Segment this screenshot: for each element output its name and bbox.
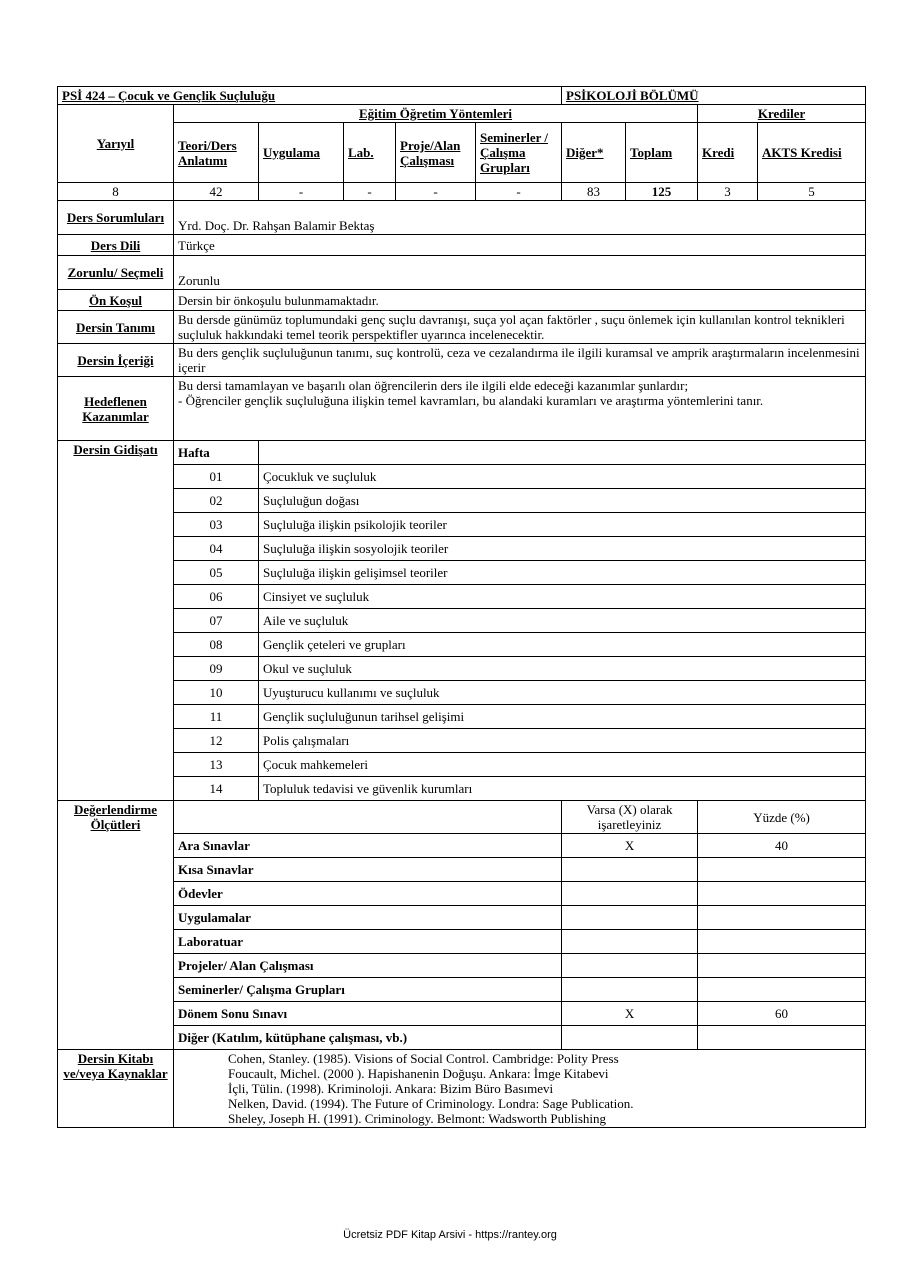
references-row bbox=[58, 1050, 866, 1128]
info-row-language bbox=[58, 235, 866, 256]
week-row bbox=[58, 657, 866, 681]
evaluation-row bbox=[58, 882, 866, 906]
col-project: Proje/Alan Çalışması bbox=[396, 123, 476, 183]
week-number: 10 bbox=[174, 681, 259, 705]
week-number: 13 bbox=[174, 753, 259, 777]
value-total: 125 bbox=[626, 183, 698, 201]
value-seminars: - bbox=[476, 183, 562, 201]
week-row bbox=[58, 585, 866, 609]
col-credit: Kredi bbox=[698, 123, 758, 183]
week-row bbox=[58, 489, 866, 513]
col-theory: Teori/Ders Anlatımı bbox=[174, 123, 259, 183]
methods-group-label: Eğitim Öğretim Yöntemleri bbox=[174, 105, 698, 123]
evaluation-item-mark bbox=[562, 978, 698, 1002]
evaluation-row bbox=[58, 930, 866, 954]
week-topic: Suçluluğa ilişkin sosyolojik teoriler bbox=[259, 537, 866, 561]
week-topic: Suçluluğun doğası bbox=[259, 489, 866, 513]
evaluation-row bbox=[58, 978, 866, 1002]
evaluation-item-name: Projeler/ Alan Çalışması bbox=[174, 954, 562, 978]
reference-item: İçli, Tülin. (1998). Kriminoloji. Ankara: Bizim Büro Basımevi bbox=[228, 1081, 554, 1096]
value-semester: 8 bbox=[58, 183, 174, 201]
evaluation-item-name: Laboratuar bbox=[174, 930, 562, 954]
schedule-header-row bbox=[58, 441, 866, 465]
col-lab: Lab. bbox=[344, 123, 396, 183]
evaluation-item-mark bbox=[562, 930, 698, 954]
evaluation-item-percent: 40 bbox=[698, 834, 866, 858]
references-label: Dersin Kitabı ve/veya Kaynaklar bbox=[58, 1050, 174, 1128]
info-row-outcomes bbox=[58, 377, 866, 441]
evaluation-row bbox=[58, 954, 866, 978]
col-other: Diğer* bbox=[562, 123, 626, 183]
info-value: Yrd. Doç. Dr. Rahşan Balamir Bektaş bbox=[174, 201, 866, 235]
info-label: Ön Koşul bbox=[58, 290, 174, 311]
page-footer: Ücretsiz PDF Kitap Arsivi - https://rantey.org bbox=[343, 1229, 557, 1241]
week-number: 04 bbox=[174, 537, 259, 561]
mark-header: Varsa (X) olarak işaretleyiniz bbox=[562, 801, 698, 834]
schedule-label: Dersin Gidişatı bbox=[58, 441, 174, 801]
evaluation-item-name: Uygulamalar bbox=[174, 906, 562, 930]
methods-values-row bbox=[58, 183, 866, 201]
week-number: 01 bbox=[174, 465, 259, 489]
info-label: Dersin Tanımı bbox=[58, 311, 174, 344]
evaluation-item-mark bbox=[562, 1026, 698, 1050]
week-row bbox=[58, 777, 866, 801]
week-row bbox=[58, 681, 866, 705]
week-number: 06 bbox=[174, 585, 259, 609]
week-row bbox=[58, 633, 866, 657]
info-row-prerequisite bbox=[58, 290, 866, 311]
value-other: 83 bbox=[562, 183, 626, 201]
week-topic: Cinsiyet ve suçluluk bbox=[259, 585, 866, 609]
references-list bbox=[174, 1050, 866, 1128]
info-value: Türkçe bbox=[174, 235, 866, 256]
week-row bbox=[58, 513, 866, 537]
methods-group-row bbox=[58, 105, 866, 123]
evaluation-item-name: Kısa Sınavlar bbox=[174, 858, 562, 882]
evaluation-item-name: Diğer (Katılım, kütüphane çalışması, vb.) bbox=[174, 1026, 562, 1050]
department-name: PSİKOLOJİ BÖLÜMÜ bbox=[562, 87, 866, 105]
week-topic: Çocukluk ve suçluluk bbox=[259, 465, 866, 489]
week-row bbox=[58, 465, 866, 489]
evaluation-header-row bbox=[58, 801, 866, 834]
evaluation-item-percent bbox=[698, 1026, 866, 1050]
methods-header-row bbox=[58, 123, 866, 183]
evaluation-item-mark bbox=[562, 882, 698, 906]
week-topic: Okul ve suçluluk bbox=[259, 657, 866, 681]
credits-group-label: Krediler bbox=[698, 105, 866, 123]
evaluation-item-name: Ödevler bbox=[174, 882, 562, 906]
week-number: 03 bbox=[174, 513, 259, 537]
week-number: 11 bbox=[174, 705, 259, 729]
reference-item: Sheley, Joseph H. (1991). Criminology. Belmont: Wadsworth Publishing bbox=[228, 1111, 606, 1126]
week-topic: Topluluk tedavisi ve güvenlik kurumları bbox=[259, 777, 866, 801]
week-row bbox=[58, 537, 866, 561]
evaluation-item-mark: X bbox=[562, 1002, 698, 1026]
evaluation-row bbox=[58, 858, 866, 882]
week-topic: Polis çalışmaları bbox=[259, 729, 866, 753]
week-number: 08 bbox=[174, 633, 259, 657]
col-practice: Uygulama bbox=[259, 123, 344, 183]
info-label: Dersin İçeriği bbox=[58, 344, 174, 377]
week-topic: Uyuşturucu kullanımı ve suçluluk bbox=[259, 681, 866, 705]
week-number: 05 bbox=[174, 561, 259, 585]
week-topic: Gençlik suçluluğunun tarihsel gelişimi bbox=[259, 705, 866, 729]
evaluation-item-percent bbox=[698, 858, 866, 882]
evaluation-item-percent bbox=[698, 978, 866, 1002]
evaluation-section bbox=[58, 801, 866, 1050]
reference-item: Cohen, Stanley. (1985). Visions of Social Control. Cambridge: Polity Press bbox=[228, 1051, 619, 1066]
value-credit: 3 bbox=[698, 183, 758, 201]
evaluation-item-name: Dönem Sonu Sınavı bbox=[174, 1002, 562, 1026]
percent-header: Yüzde (%) bbox=[698, 801, 866, 834]
syllabus-table bbox=[57, 86, 866, 1128]
week-topic: Aile ve suçluluk bbox=[259, 609, 866, 633]
week-number: 07 bbox=[174, 609, 259, 633]
week-number: 14 bbox=[174, 777, 259, 801]
week-row bbox=[58, 705, 866, 729]
evaluation-row bbox=[58, 906, 866, 930]
info-value: Bu dersde günümüz toplumundaki genç suçlu davranışı, suça yol açan faktörler , suçu önlemek için kullanılan kontrol teknikleri suçluluk hakkındaki temel teorik perspektifler uyarınca incelenecektir. bbox=[174, 311, 866, 344]
info-value: Dersin bir önkoşulu bulunmamaktadır. bbox=[174, 290, 866, 311]
evaluation-header-blank bbox=[174, 801, 562, 834]
col-ects: AKTS Kredisi bbox=[758, 123, 866, 183]
value-practice: - bbox=[259, 183, 344, 201]
info-value: Bu ders gençlik suçluluğunun tanımı, suç kontrolü, ceza ve cezalandırma ile ilgili kuramsal ve amprik araştırmaların incelenmesini içerir bbox=[174, 344, 866, 377]
week-number: 02 bbox=[174, 489, 259, 513]
evaluation-item-mark: X bbox=[562, 834, 698, 858]
info-label: Ders Sorumluları bbox=[58, 201, 174, 235]
course-syllabus bbox=[57, 86, 865, 1128]
course-title: PSİ 424 – Çocuk ve Gençlik Suçluluğu bbox=[58, 87, 562, 105]
title-row bbox=[58, 87, 866, 105]
evaluation-item-mark bbox=[562, 954, 698, 978]
value-ects: 5 bbox=[758, 183, 866, 201]
evaluation-label: Değerlendirme Ölçütleri bbox=[58, 801, 174, 1050]
evaluation-row bbox=[58, 1026, 866, 1050]
info-label: Ders Dili bbox=[58, 235, 174, 256]
info-row-description bbox=[58, 311, 866, 344]
info-value: Bu dersi tamamlayan ve başarılı olan öğrencilerin ders ile ilgili elde edeceği kazanımlar şunlardır; - Öğrenciler gençlik suçluluğuna ilişkin temel kavramları, bu alandaki kuramları ve araştırma yöntemlerini tanır. bbox=[174, 377, 866, 441]
evaluation-item-mark bbox=[562, 858, 698, 882]
week-header: Hafta bbox=[174, 441, 259, 465]
week-topic: Çocuk mahkemeleri bbox=[259, 753, 866, 777]
week-row bbox=[58, 561, 866, 585]
info-label: Hedeflenen Kazanımlar bbox=[58, 377, 174, 441]
evaluation-item-name: Seminerler/ Çalışma Grupları bbox=[174, 978, 562, 1002]
evaluation-item-percent bbox=[698, 882, 866, 906]
info-value: Zorunlu bbox=[174, 256, 866, 290]
week-row bbox=[58, 729, 866, 753]
info-row-instructor bbox=[58, 201, 866, 235]
evaluation-item-percent bbox=[698, 954, 866, 978]
evaluation-item-mark bbox=[562, 906, 698, 930]
evaluation-row bbox=[58, 1002, 866, 1026]
week-number: 09 bbox=[174, 657, 259, 681]
semester-label: Yarıyıl bbox=[58, 105, 174, 183]
week-header-blank bbox=[259, 441, 866, 465]
info-row-required bbox=[58, 256, 866, 290]
reference-item: Foucault, Michel. (2000 ). Hapishanenin Doğuşu. Ankara: İmge Kitabevi bbox=[228, 1066, 609, 1081]
info-row-content bbox=[58, 344, 866, 377]
week-number: 12 bbox=[174, 729, 259, 753]
evaluation-item-percent: 60 bbox=[698, 1002, 866, 1026]
week-topic: Suçluluğa ilişkin psikolojik teoriler bbox=[259, 513, 866, 537]
week-row bbox=[58, 753, 866, 777]
value-lab: - bbox=[344, 183, 396, 201]
reference-item: Nelken, David. (1994). The Future of Criminology. Londra: Sage Publication. bbox=[228, 1096, 634, 1111]
week-row bbox=[58, 609, 866, 633]
week-topic: Gençlik çeteleri ve grupları bbox=[259, 633, 866, 657]
evaluation-row bbox=[58, 834, 866, 858]
value-project: - bbox=[396, 183, 476, 201]
week-topic: Suçluluğa ilişkin gelişimsel teoriler bbox=[259, 561, 866, 585]
info-label: Zorunlu/ Seçmeli bbox=[58, 256, 174, 290]
col-seminars: Seminerler / Çalışma Grupları bbox=[476, 123, 562, 183]
evaluation-item-percent bbox=[698, 906, 866, 930]
evaluation-item-name: Ara Sınavlar bbox=[174, 834, 562, 858]
col-total: Toplam bbox=[626, 123, 698, 183]
evaluation-item-percent bbox=[698, 930, 866, 954]
schedule-section bbox=[58, 441, 866, 801]
value-theory: 42 bbox=[174, 183, 259, 201]
